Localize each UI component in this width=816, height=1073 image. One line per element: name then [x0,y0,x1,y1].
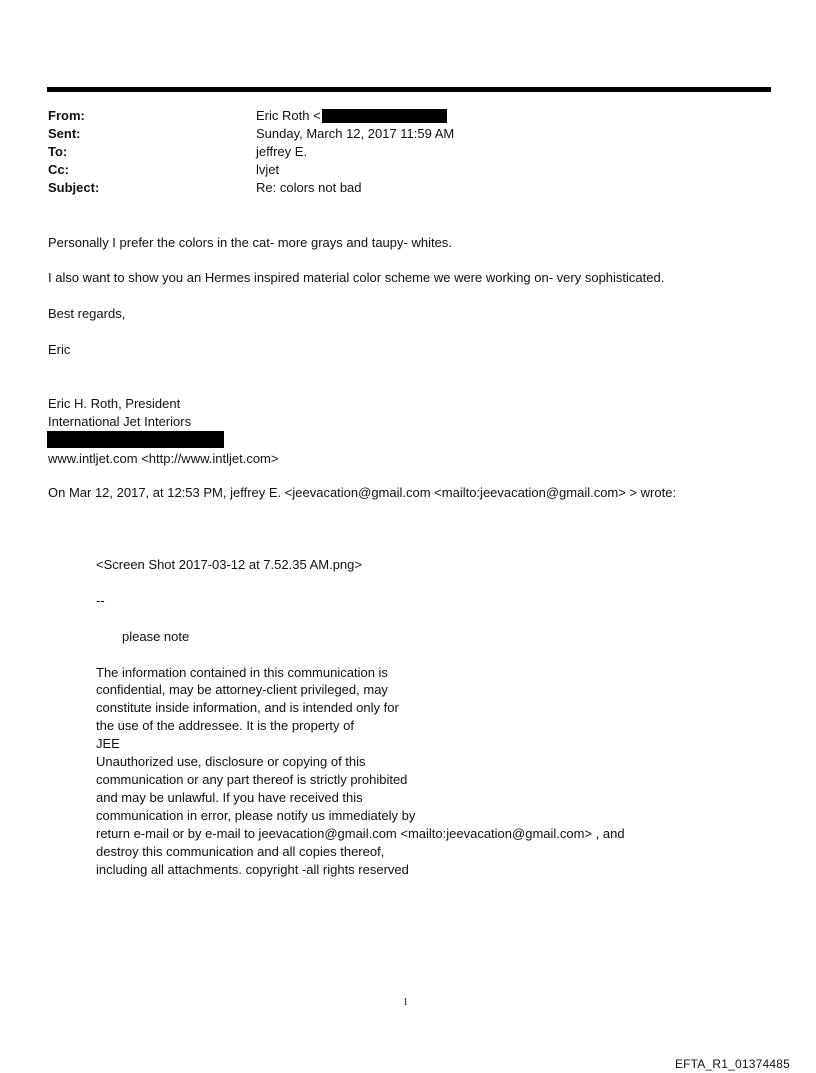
disclaimer-line: JEE [96,736,120,751]
body-paragraph: I also want to show you an Hermes inspired material color scheme we were working on- very sophisticated. [48,270,665,285]
to-value: jeffrey E. [256,144,308,159]
signature-separator: -- [96,593,105,608]
from-name: Eric Roth < [256,108,321,123]
closing: Best regards, [48,306,126,321]
redaction-block [47,431,224,448]
disclaimer-line: and may be unlawful. If you have received this [96,790,363,805]
disclaimer-line: Unauthorized use, disclosure or copying of this [96,754,366,769]
please-note: please note [122,629,190,644]
signature-name: Eric H. Roth, President [48,396,181,411]
from-label: From: [48,108,85,123]
cc-label: Cc: [48,162,69,177]
cc-value: lvjet [256,162,280,177]
disclaimer-line: The information contained in this communication is [96,665,388,680]
sent-label: Sent: [48,126,81,141]
signature-company: International Jet Interiors [48,414,192,429]
redaction-block [322,109,447,123]
page-number: 1 [403,997,408,1008]
sent-value: Sunday, March 12, 2017 11:59 AM [256,126,455,141]
subject-value: Re: colors not bad [256,180,362,195]
quoted-intro: On Mar 12, 2017, at 12:53 PM, jeffrey E. <jeevacation@gmail.com <mailto:jeevacation@gmail.com> > wrote: [48,485,677,500]
sender-name: Eric [48,342,71,357]
disclaimer-line: communication in error, please notify us immediately by [96,808,416,823]
disclaimer-line: constitute inside information, and is intended only for [96,700,399,715]
attachment-name: <Screen Shot 2017-03-12 at 7.52.35 AM.png> [96,557,362,572]
to-label: To: [48,144,68,159]
from-value [256,107,447,125]
disclaimer-line: confidential, may be attorney-client privileged, may [96,682,388,697]
signature-website: www.intljet.com <http://www.intljet.com> [48,451,279,466]
bates-number: EFTA_R1_01374485 [674,1057,790,1071]
subject-label: Subject: [48,180,100,195]
body-paragraph: Personally I prefer the colors in the cat- more grays and taupy- whites. [48,235,452,250]
disclaimer-line: destroy this communication and all copies thereof, [96,844,385,859]
disclaimer-line: including all attachments. copyright -all rights reserved [96,862,409,877]
disclaimer-line: the use of the addressee. It is the property of [96,718,354,733]
disclaimer-line: communication or any part thereof is strictly prohibited [96,772,408,787]
disclaimer-line: return e-mail or by e-mail to jeevacation@gmail.com <mailto:jeevacation@gmail.com> , and [96,826,625,841]
header-rule [47,87,771,92]
